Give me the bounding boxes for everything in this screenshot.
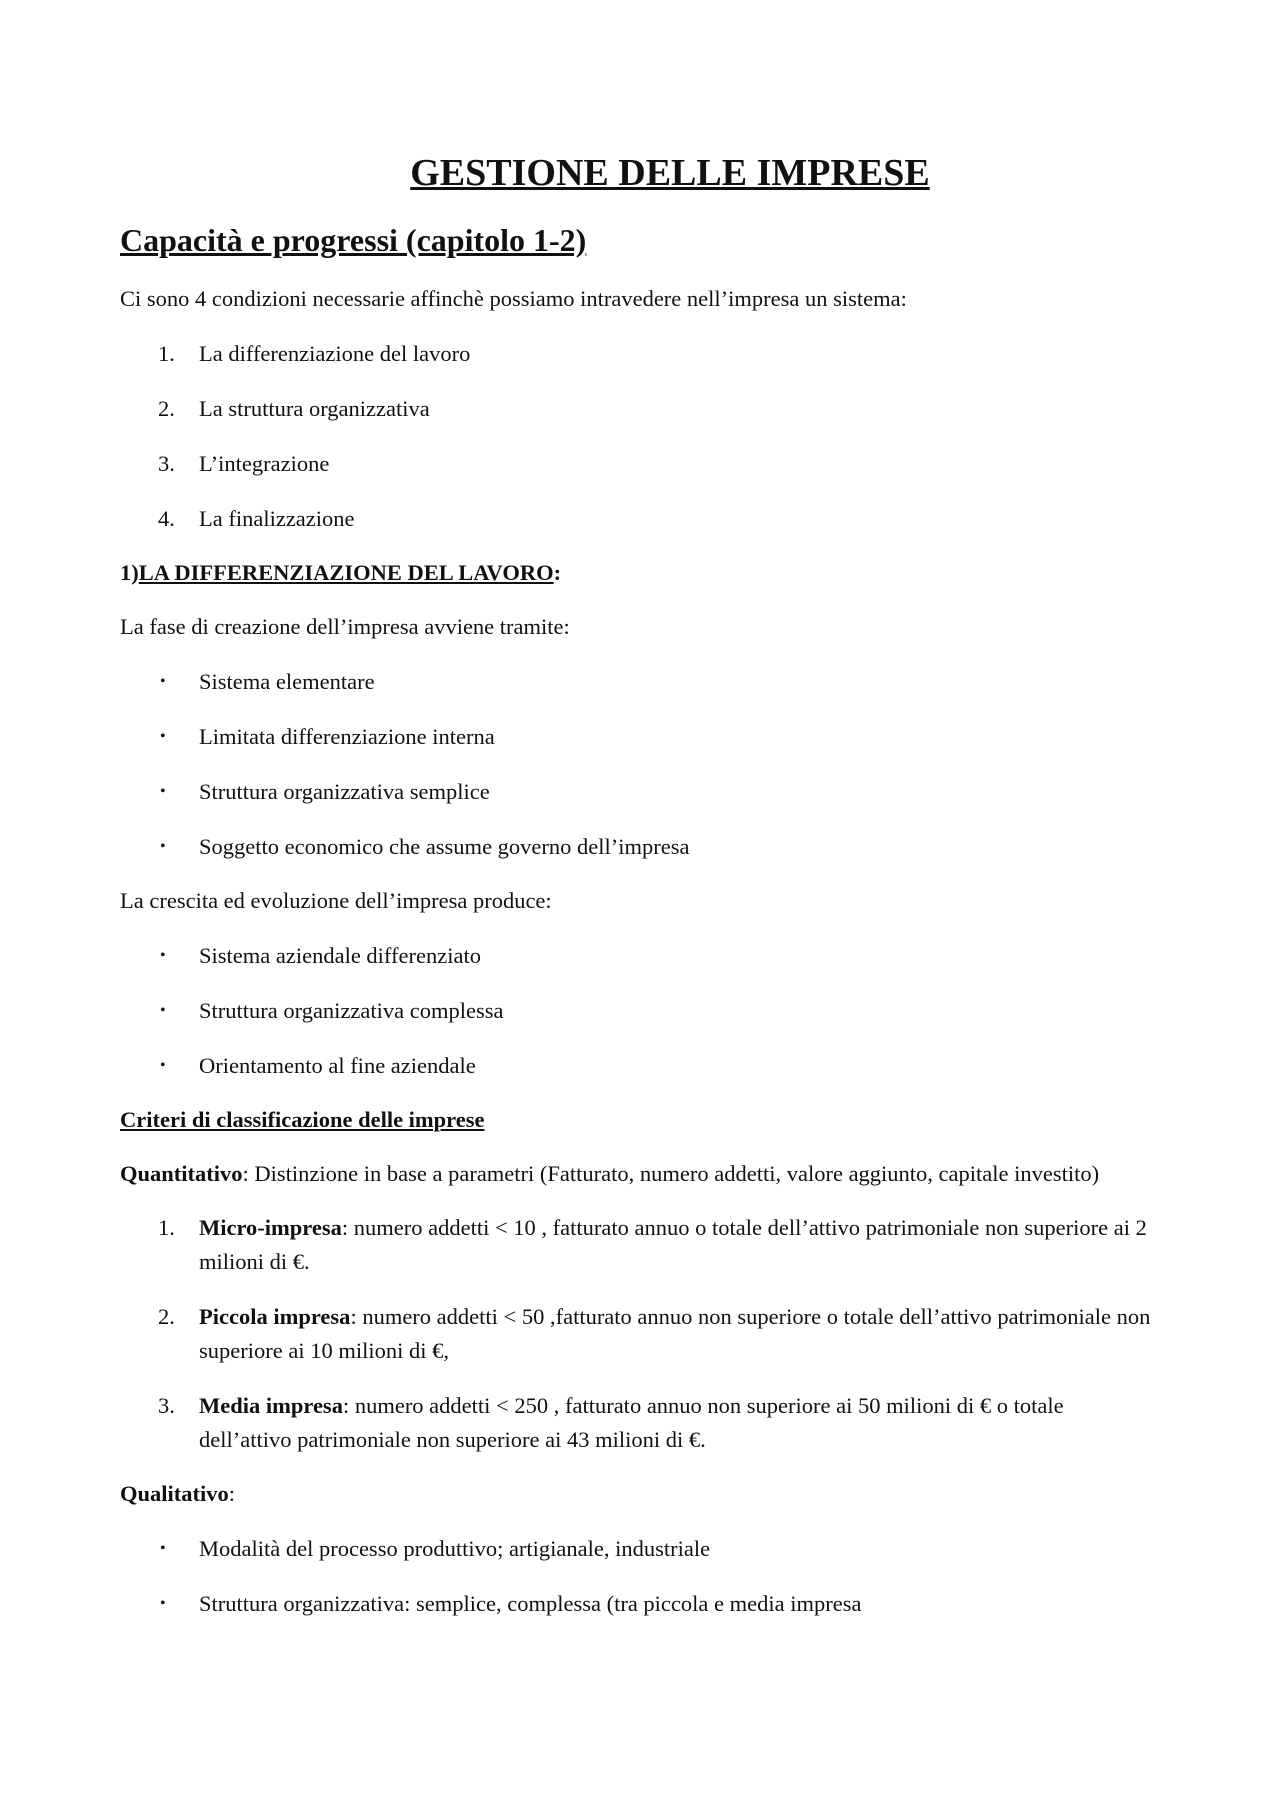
size-class-label: Media impresa bbox=[199, 1393, 343, 1418]
creation-intro: La fase di creazione dell’impresa avviene tramite: bbox=[120, 614, 570, 639]
bullet-icon: • bbox=[160, 728, 166, 745]
list-number: 2. bbox=[158, 396, 175, 421]
differentiation-heading bbox=[120, 556, 1160, 590]
conditions-list bbox=[120, 337, 1160, 536]
bullet-icon: • bbox=[160, 838, 166, 855]
list-item bbox=[120, 1587, 1160, 1621]
heading-prefix: 1) bbox=[120, 560, 139, 585]
list-item bbox=[120, 830, 1160, 864]
list-item bbox=[120, 337, 1160, 371]
quantitative-label: Quantitativo bbox=[120, 1161, 243, 1186]
bullet-icon: • bbox=[160, 1002, 166, 1019]
list-item-text: La finalizzazione bbox=[199, 506, 355, 531]
growth-list bbox=[120, 939, 1160, 1083]
size-class-text: : numero addetti < 10 , fatturato annuo o totale dell’attivo patrimoniale non superiore ai 2 milioni di €. bbox=[199, 1215, 1147, 1274]
list-item-text: Limitata differenziazione interna bbox=[199, 724, 495, 749]
list-item bbox=[120, 939, 1160, 973]
document-title: GESTIONE DELLE IMPRESE bbox=[410, 152, 930, 194]
criteria-heading bbox=[120, 1103, 1160, 1137]
list-item-text: Struttura organizzativa complessa bbox=[199, 998, 504, 1023]
intro-paragraph: Ci sono 4 condizioni necessarie affinchè possiamo intravedere nell’impresa un sistema: bbox=[120, 286, 907, 311]
list-item-text: La struttura organizzativa bbox=[199, 396, 430, 421]
list-number: 2. bbox=[158, 1304, 175, 1329]
list-item-text: Modalità del processo produttivo; artigianale, industriale bbox=[199, 1536, 711, 1561]
bullet-icon: • bbox=[160, 1057, 166, 1074]
bullet-icon: • bbox=[160, 947, 166, 964]
growth-intro: La crescita ed evoluzione dell’impresa produce: bbox=[120, 888, 552, 913]
list-item-text: Sistema elementare bbox=[199, 669, 375, 694]
list-item bbox=[120, 665, 1160, 699]
list-item bbox=[120, 1389, 1160, 1457]
qualitative-list bbox=[120, 1532, 1160, 1621]
list-number: 3. bbox=[158, 1393, 175, 1418]
bullet-icon: • bbox=[160, 1540, 166, 1557]
document-page bbox=[120, 150, 1160, 1621]
list-item bbox=[120, 1300, 1160, 1368]
list-item-text: Struttura organizzativa semplice bbox=[199, 779, 490, 804]
quantitative-paragraph bbox=[120, 1157, 1160, 1191]
list-item bbox=[120, 1532, 1160, 1566]
list-item bbox=[120, 775, 1160, 809]
list-item bbox=[120, 720, 1160, 754]
bullet-icon: • bbox=[160, 1595, 166, 1612]
heading-suffix: : bbox=[553, 560, 562, 585]
list-item-text: Sistema aziendale differenziato bbox=[199, 943, 481, 968]
heading-main: LA DIFFERENZIAZIONE DEL LAVORO bbox=[138, 560, 554, 585]
bullet-icon: • bbox=[160, 783, 166, 800]
list-item-text: Struttura organizzativa: semplice, complessa (tra piccola e media impresa bbox=[199, 1591, 862, 1616]
list-number: 1. bbox=[158, 341, 175, 366]
size-class-label: Micro-impresa bbox=[199, 1215, 342, 1240]
size-class-text: : numero addetti < 50 ,fatturato annuo non superiore o totale dell’attivo patrimoniale non superiore ai 10 milioni di €, bbox=[199, 1304, 1151, 1363]
list-item-text: L’integrazione bbox=[199, 451, 330, 476]
list-item bbox=[120, 447, 1160, 481]
list-item bbox=[120, 1211, 1160, 1279]
creation-list bbox=[120, 665, 1160, 864]
list-item-text: Soggetto economico che assume governo dell’impresa bbox=[199, 834, 690, 859]
bullet-icon: • bbox=[160, 673, 166, 690]
qualitative-label: Qualitativo bbox=[120, 1481, 229, 1506]
qualitative-paragraph bbox=[120, 1477, 1160, 1511]
size-class-list bbox=[120, 1211, 1160, 1457]
list-number: 4. bbox=[158, 506, 175, 531]
list-item-text: La differenziazione del lavoro bbox=[199, 341, 471, 366]
size-class-text: : numero addetti < 250 , fatturato annuo non superiore ai 50 milioni di € o totale dell’attivo patrimoniale non superiore ai 43 milioni di €. bbox=[199, 1393, 1064, 1452]
section-heading: Capacità e progressi (capitolo 1-2) bbox=[120, 222, 587, 258]
size-class-label: Piccola impresa bbox=[199, 1304, 351, 1329]
quantitative-text: : Distinzione in base a parametri (Fatturato, numero addetti, valore aggiunto, capitale investito) bbox=[242, 1161, 1100, 1186]
list-item bbox=[120, 392, 1160, 426]
list-item bbox=[120, 994, 1160, 1028]
list-item bbox=[120, 502, 1160, 536]
list-item-text: Orientamento al fine aziendale bbox=[199, 1053, 476, 1078]
list-item bbox=[120, 1049, 1160, 1083]
qualitative-suffix: : bbox=[228, 1481, 236, 1506]
list-number: 1. bbox=[158, 1215, 175, 1240]
list-number: 3. bbox=[158, 451, 175, 476]
criteria-heading-text: Criteri di classificazione delle imprese bbox=[120, 1107, 485, 1132]
